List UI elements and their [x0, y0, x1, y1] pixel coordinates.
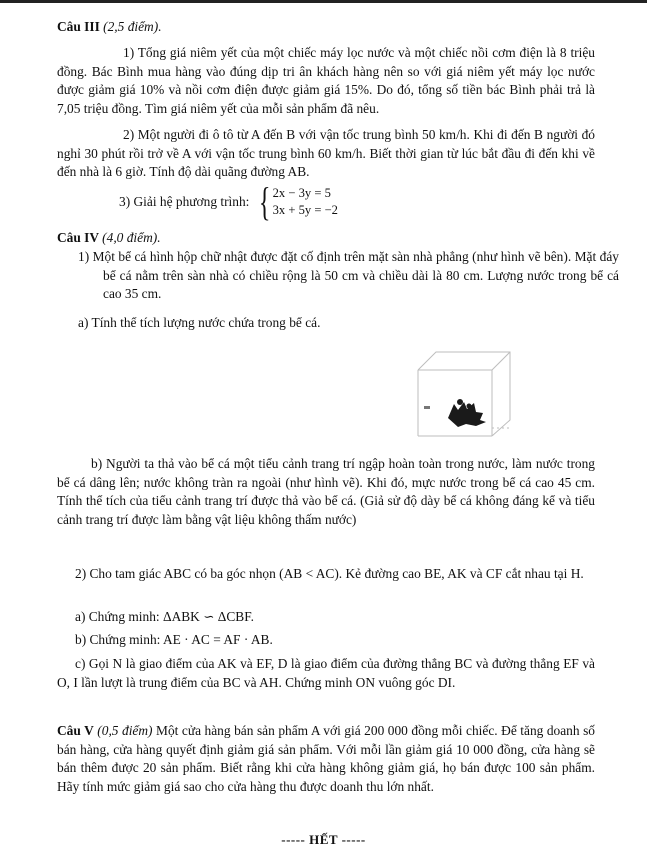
- equation-system: [273, 185, 338, 219]
- q5-points: (0,5 điểm): [97, 723, 153, 738]
- decoration-ornament: [448, 399, 486, 427]
- q5-text: Một cửa hàng bán sản phẩm A với giá 200 000 đồng mỗi chiếc. Để tăng doanh số bán hàng, cửa hàng quyết định giảm giá sản phẩm. Với mỗi lần giảm giá 10 000 đồng, cửa hàng sẽ bán thêm được 20 sản phẩm. Biết rằng khi cửa hàng không giảm giá, họ bán được 100 sản phẩm. Hãy tính mức giảm giá sao cho cửa hàng thu được doanh thu lớn nhất.: [57, 723, 595, 794]
- q3-part3-label: 3) Giải hệ phương trình:: [119, 194, 250, 209]
- q5-block: [57, 722, 595, 796]
- q3-part2: 2) Một người đi ô tô từ A đến B với vận tốc trung bình 50 km/h. Khi đi đến B người đó nghỉ 30 phút rồi trở về A với vận tốc trung bình 60 km/h. Biết thời gian từ lúc bắt đầu đi đến khi về đến nhà là 6 giờ. Tính độ dài quãng đường AB.: [57, 127, 595, 180]
- q4-part1a: a) Tính thể tích lượng nước chứa trong bể cá.: [78, 315, 321, 330]
- q3-part3: [119, 179, 338, 224]
- top-border: [0, 0, 647, 3]
- aquarium-figure: [408, 340, 518, 440]
- system-brace: {: [259, 179, 271, 224]
- end-marker: ----- HẾT -----: [281, 832, 366, 847]
- q4-part2: 2) Cho tam giác ABC có ba góc nhọn (AB < AC). Kẻ đường cao BE, AK và CF cắt nhau tại H.: [75, 566, 584, 581]
- q3-part1: 1) Tổng giá niêm yết của một chiếc máy lọc nước và một chiếc nồi cơm điện là 8 triệu đồng. Bác Bình mua hàng vào đúng dịp tri ân khách hàng nên so với giá niêm yết máy lọc nước được giảm giá 10% và nồi cơm điện được giảm giá 15%. Do đó, tổng số tiền bác Bình phải trả là 7,05 triệu đồng. Tìm giá niêm yết của mỗi sản phẩm đã nêu.: [57, 45, 595, 116]
- q4-part2b: b) Chứng minh: AE · AC = AF · AB.: [75, 632, 273, 647]
- q4-part2c: c) Gọi N là giao điểm của AK và EF, D là giao điểm của đường thẳng BC và đường thẳng EF và O, I lần lượt là trung điểm của BC và AH. Chứng minh ON vuông góc DI.: [57, 656, 595, 690]
- q5-heading: Câu V: [57, 723, 94, 738]
- equation-2: 3x + 5y = −2: [272, 203, 338, 217]
- q4-part2a: a) Chứng minh: ΔABK ∽ ΔCBF.: [75, 609, 254, 624]
- q4-heading: Câu IV (4,0 điểm).: [57, 230, 161, 245]
- q4-part1: 1) Một bể cá hình hộp chữ nhật được đặt cố định trên mặt sàn nhà phẳng (như hình vẽ bên). Mặt đáy bể cá nằm trên sàn nhà có chiều rộng là 50 cm và chiều dài là 80 cm. Lượng nước trong bể cá cao 35 cm.: [78, 249, 619, 302]
- q4-part1b: b) Người ta thả vào bể cá một tiểu cảnh trang trí ngập hoàn toàn trong nước, làm nước trong bể cá dâng lên; nước không tràn ra ngoài (như hình vẽ). Khi đó, mực nước trong bể cá cao 45 cm. Tính thể tích của tiểu cảnh trang trí được thả vào bể cá. (Giả sử độ dày bể cá không đáng kể và tiểu cảnh trang trí được làm bằng vật liệu không thấm nước): [57, 456, 595, 527]
- equation-1: 2x − 3y = 5: [272, 186, 331, 200]
- small-object: [424, 406, 430, 409]
- q3-heading: Câu III (2,5 điểm).: [57, 19, 162, 34]
